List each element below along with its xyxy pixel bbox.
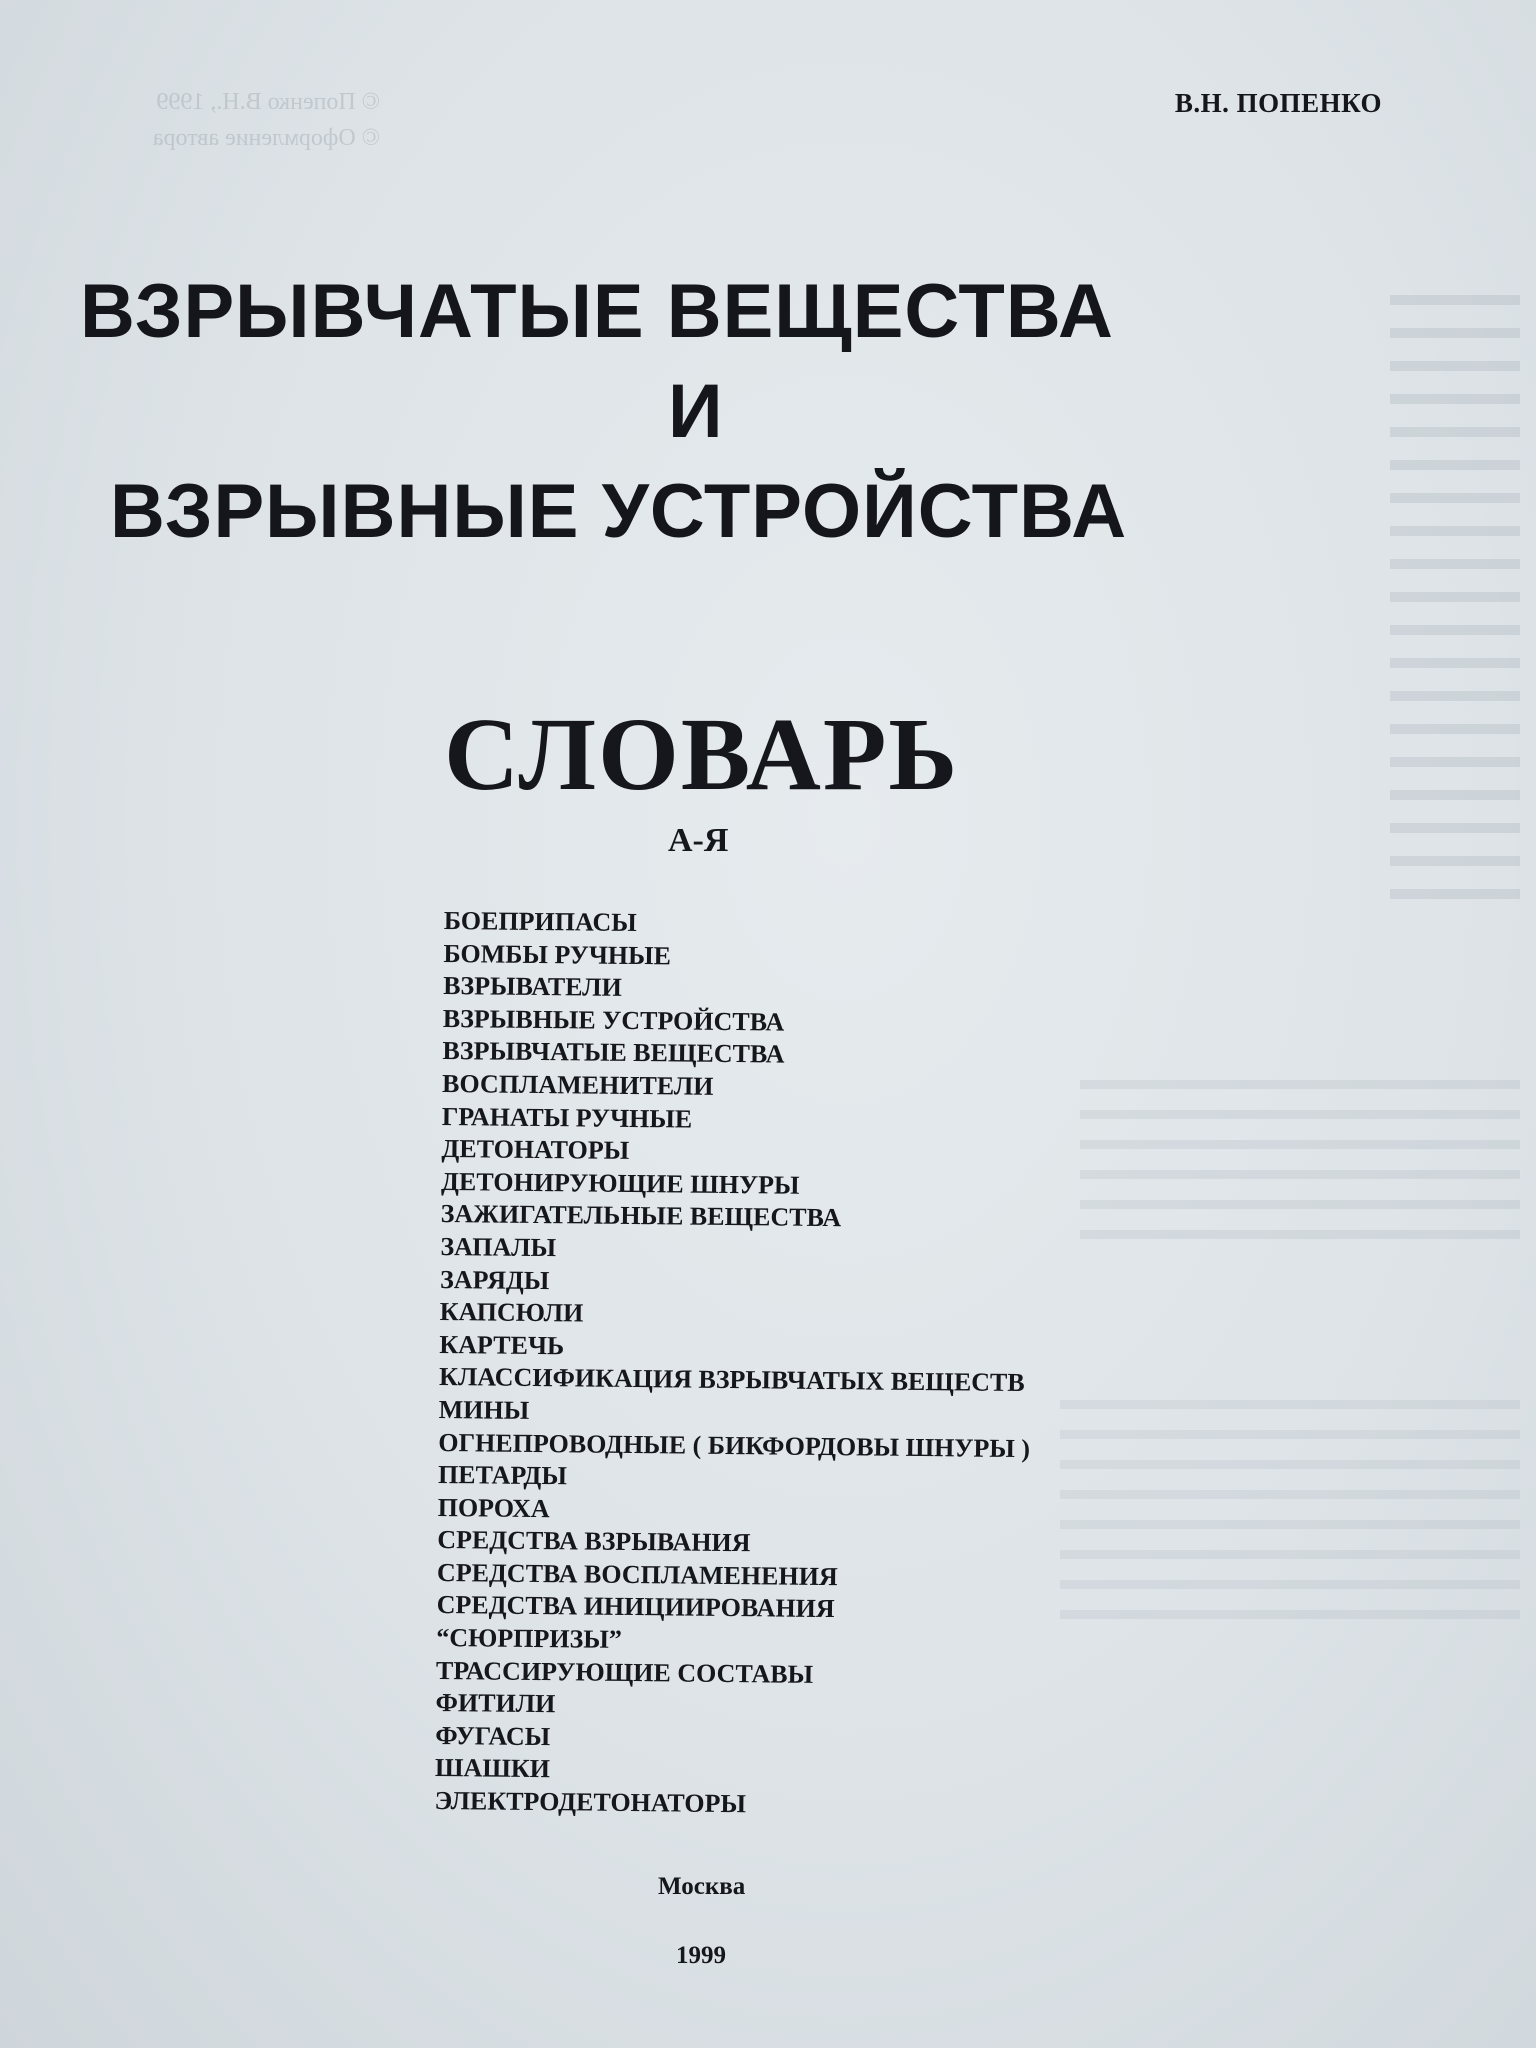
list-item: МИНЫ	[438, 1394, 530, 1425]
list-item: ОГНЕПРОВОДНЫЕ ( БИКФОРДОВЫ ШНУРЫ )	[438, 1427, 1031, 1463]
list-item: ВЗРЫВАТЕЛИ	[443, 971, 622, 1003]
list-item: ФИТИЛИ	[435, 1688, 556, 1719]
list-item: ПЕТАРДЫ	[437, 1460, 568, 1491]
contents-list	[434, 905, 1035, 1824]
list-item: ТРАССИРУЮЩИЕ СОСТАВЫ	[435, 1655, 814, 1689]
list-item: КАРТЕЧЬ	[439, 1329, 565, 1361]
list-item: БОЕПРИПАСЫ	[443, 905, 637, 938]
bleed-through-lines	[1080, 1080, 1520, 1260]
list-item: ГРАНАТЫ РУЧНЫЕ	[441, 1101, 693, 1134]
list-item: ЗАРЯДЫ	[439, 1264, 550, 1295]
list-item: “СЮРПРИЗЫ”	[436, 1623, 623, 1654]
bleed-through-text: © Попенко В.Н., 1999 © Оформление автора	[152, 89, 380, 151]
publication-city: Москва	[658, 1873, 746, 1900]
list-item: СРЕДСТВА ВОСПЛАМЕНЕНИЯ	[436, 1557, 838, 1592]
list-item: КАПСЮЛИ	[439, 1297, 584, 1328]
list-item: СРЕДСТВА ИНИЦИИРОВАНИЯ	[436, 1590, 835, 1624]
list-item: БОМБЫ РУЧНЫЕ	[443, 938, 672, 970]
list-item: ПОРОХА	[437, 1492, 550, 1523]
list-item: ВЗРЫВНЫЕ УСТРОЙСТВА	[442, 1003, 785, 1037]
list-item: КЛАССИФИКАЦИЯ ВЗРЫВЧАТЫХ ВЕЩЕСТВ	[438, 1362, 1025, 1398]
list-item: СРЕДСТВА ВЗРЫВАНИЯ	[437, 1525, 751, 1558]
list-item: ЗАПАЛЫ	[440, 1231, 557, 1263]
dictionary-heading: СЛОВАРЬ	[444, 697, 960, 812]
title-line: ВЗРЫВНЫЕ УСТРОЙСТВА	[110, 469, 1128, 554]
list-item: ЭЛЕКТРОДЕТОНАТОРЫ	[434, 1785, 747, 1819]
bleed-through-lines	[1390, 295, 1520, 915]
list-item: ФУГАСЫ	[435, 1720, 551, 1752]
list-item: ДЕТОНАТОРЫ	[441, 1134, 630, 1166]
title-line: ВЗРЫВЧАТЫЕ ВЕЩЕСТВА	[80, 269, 1114, 354]
author-name: В.Н. ПОПЕНКО	[1174, 88, 1382, 118]
bleed-through-lines	[1060, 1400, 1520, 1640]
publication-year: 1999	[676, 1942, 726, 1969]
list-item: ЗАЖИГАТЕЛЬНЫЕ ВЕЩЕСТВА	[440, 1199, 842, 1233]
list-item: ШАШКИ	[434, 1753, 551, 1784]
dictionary-range: А-Я	[668, 822, 729, 859]
list-item: ВОСПЛАМЕНИТЕЛИ	[441, 1068, 714, 1101]
list-item: ДЕТОНИРУЮЩИЕ ШНУРЫ	[440, 1166, 800, 1200]
list-item: ВЗРЫВЧАТЫЕ ВЕЩЕСТВА	[442, 1036, 785, 1069]
title-line: И	[668, 369, 724, 454]
